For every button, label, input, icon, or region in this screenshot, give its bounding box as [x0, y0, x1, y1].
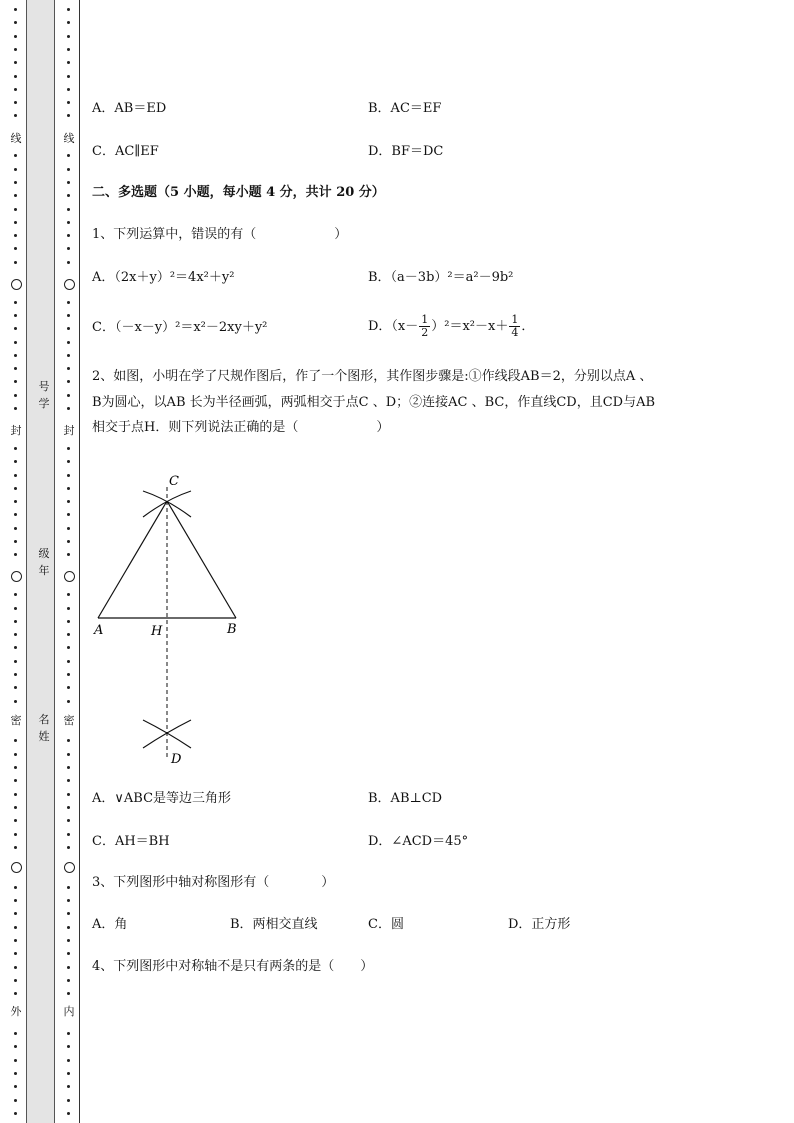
seal-dot — [67, 912, 70, 915]
seal-dot — [67, 221, 70, 224]
seal-mark-seal: 封 — [10, 424, 22, 437]
seal-dot — [14, 992, 17, 995]
seal-mark-secret: 密 — [63, 714, 75, 727]
q2-stem-line1: 2、如图，小明在学了尺规作图后，作了一个图形，其作图步骤是:①作线段AB＝2，分别以点A 、 — [92, 369, 653, 384]
seal-dot — [67, 341, 70, 344]
label-d: D — [171, 752, 182, 767]
seal-dot — [67, 21, 70, 24]
seal-dot — [14, 673, 17, 676]
seal-dot — [67, 1085, 70, 1088]
seal-dot — [14, 540, 17, 543]
seal-dot — [67, 327, 70, 330]
seal-dot — [67, 354, 70, 357]
field-grade: 级年 — [38, 547, 50, 577]
seal-dot — [67, 966, 70, 969]
seal-dot — [14, 88, 17, 91]
seal-dot — [14, 886, 17, 889]
segment-bc — [167, 501, 236, 618]
q2-option-b: B．AB⊥CD — [368, 791, 443, 806]
seal-dot — [14, 460, 17, 463]
q1-d-middle: ）²＝x²－x＋ — [431, 319, 509, 334]
q1-option-a: A．（2x＋y）²＝4x²＋y² — [92, 270, 235, 285]
seal-dot — [14, 646, 17, 649]
seal-dot — [14, 101, 17, 104]
seal-dot — [14, 753, 17, 756]
fraction-denominator: 4 — [511, 326, 519, 339]
seal-dot — [67, 886, 70, 889]
seal-dot — [14, 739, 17, 742]
prev-option-d: D．BF＝DC — [368, 144, 444, 159]
seal-dot — [67, 992, 70, 995]
seal-circle — [11, 862, 22, 873]
seal-dot — [67, 247, 70, 250]
seal-dot — [67, 513, 70, 516]
seal-dot — [67, 1059, 70, 1062]
seal-circle — [11, 571, 22, 582]
q3-option-c: C．圆 — [368, 917, 404, 932]
seal-dot — [14, 247, 17, 250]
seal-dot — [67, 1112, 70, 1115]
q4-stem: 4、下列图形中对称轴不是只有两条的是（ ） — [92, 959, 374, 974]
seal-dot — [14, 700, 17, 703]
seal-dot — [14, 513, 17, 516]
seal-mark-outer: 外 — [10, 1005, 22, 1018]
seal-dot — [67, 819, 70, 822]
seal-dot — [14, 75, 17, 78]
seal-dot — [14, 899, 17, 902]
inner-dotted-seal-line — [64, 0, 74, 1123]
seal-dot — [14, 819, 17, 822]
seal-dot — [14, 1085, 17, 1088]
seal-dot — [67, 660, 70, 663]
seal-mark-line: 线 — [63, 132, 75, 145]
seal-dot — [67, 673, 70, 676]
seal-dot — [67, 766, 70, 769]
seal-dot — [14, 926, 17, 929]
q1-option-d — [368, 312, 534, 342]
seal-dot — [67, 487, 70, 490]
seal-dot — [67, 88, 70, 91]
seal-dot — [14, 793, 17, 796]
seal-dot — [67, 154, 70, 157]
seal-dot — [14, 553, 17, 556]
seal-dot — [14, 314, 17, 317]
seal-dot — [67, 846, 70, 849]
seal-dot — [14, 21, 17, 24]
seal-dot — [14, 979, 17, 982]
seal-dot — [14, 620, 17, 623]
fraction-denominator: 2 — [421, 326, 429, 339]
seal-dot — [14, 527, 17, 530]
seal-dot — [67, 806, 70, 809]
seal-dot — [67, 460, 70, 463]
q2-stem-line2: B为圆心，以AB 长为半径画弧，两弧相交于点C 、D；②连接AC 、BC，作直线CD，且CD与AB — [92, 395, 656, 410]
section-heading: 二、多选题（5 小题，每小题 4 分，共计 20 分） — [92, 185, 385, 200]
q2-option-c: C．AH＝BH — [92, 834, 170, 849]
seal-dot — [14, 181, 17, 184]
fraction-one-half — [419, 314, 430, 339]
seal-dot — [14, 35, 17, 38]
seal-dot — [14, 952, 17, 955]
seal-dot — [67, 540, 70, 543]
seal-dot — [14, 327, 17, 330]
seal-dot — [67, 779, 70, 782]
seal-dot — [14, 48, 17, 51]
seal-dot — [67, 686, 70, 689]
seal-dot — [67, 208, 70, 211]
seal-dot — [67, 380, 70, 383]
seal-dot — [14, 607, 17, 610]
seal-dot — [14, 833, 17, 836]
seal-dot — [14, 261, 17, 264]
q2-stem-line3: 相交于点H．则下列说法正确的是（ ） — [92, 420, 390, 435]
seal-dot — [14, 487, 17, 490]
seal-dot — [14, 154, 17, 157]
seal-dot — [14, 1032, 17, 1035]
seal-dot — [67, 633, 70, 636]
q3-option-d: D．正方形 — [508, 917, 571, 932]
seal-dot — [14, 846, 17, 849]
seal-dot — [14, 114, 17, 117]
seal-dot — [67, 899, 70, 902]
seal-dot — [14, 234, 17, 237]
seal-circle — [64, 571, 75, 582]
seal-mark-seal: 封 — [63, 424, 75, 437]
seal-dot — [67, 700, 70, 703]
seal-dot — [14, 367, 17, 370]
q3-stem: 3、下列图形中轴对称图形有（ ） — [92, 875, 335, 890]
seal-dot — [14, 380, 17, 383]
inner-rule-line — [79, 0, 80, 1123]
seal-dot — [67, 593, 70, 596]
seal-dot — [67, 646, 70, 649]
seal-dot — [14, 8, 17, 11]
fraction-numerator: 1 — [511, 313, 519, 326]
q1-d-prefix: D．（x－ — [368, 319, 419, 334]
seal-dot — [14, 1099, 17, 1102]
seal-dot — [14, 354, 17, 357]
field-name: 名姓 — [38, 713, 50, 743]
seal-dot — [67, 553, 70, 556]
segment-ac — [98, 501, 167, 618]
seal-dot — [14, 766, 17, 769]
seal-dot — [14, 593, 17, 596]
seal-circle — [64, 862, 75, 873]
seal-dot — [67, 8, 70, 11]
label-h: H — [151, 624, 163, 639]
seal-dot — [14, 500, 17, 503]
seal-dot — [67, 101, 70, 104]
seal-dot — [67, 939, 70, 942]
seal-dot — [67, 1032, 70, 1035]
seal-dot — [67, 447, 70, 450]
outer-dotted-seal-line — [11, 0, 21, 1123]
geometry-figure — [85, 465, 255, 770]
seal-dot — [67, 407, 70, 410]
seal-dot — [67, 181, 70, 184]
seal-dot — [67, 474, 70, 477]
seal-dot — [67, 739, 70, 742]
field-exam-number: 号学 — [38, 380, 50, 410]
label-c: C — [169, 474, 179, 489]
seal-dot — [14, 966, 17, 969]
seal-dot — [14, 1112, 17, 1115]
seal-dot — [67, 394, 70, 397]
seal-dot — [14, 912, 17, 915]
q2-option-d: D．∠ACD＝45° — [368, 834, 469, 849]
seal-dot — [14, 341, 17, 344]
seal-dot — [14, 633, 17, 636]
seal-mark-secret: 密 — [10, 714, 22, 727]
seal-dot — [67, 35, 70, 38]
seal-dot — [67, 926, 70, 929]
fraction-numerator: 1 — [421, 313, 429, 326]
seal-dot — [67, 261, 70, 264]
seal-dot — [14, 474, 17, 477]
seal-dot — [14, 447, 17, 450]
seal-dot — [14, 1045, 17, 1048]
seal-dot — [14, 301, 17, 304]
seal-dot — [67, 979, 70, 982]
q1-option-b: B．（a－3b）²＝a²－9b² — [368, 270, 514, 285]
seal-dot — [14, 806, 17, 809]
seal-dot — [67, 833, 70, 836]
seal-dot — [14, 208, 17, 211]
seal-dot — [14, 221, 17, 224]
seal-dot — [67, 301, 70, 304]
seal-dot — [14, 1072, 17, 1075]
seal-dot — [14, 660, 17, 663]
prev-option-a: A．AB＝ED — [92, 101, 167, 116]
q1-d-suffix: ． — [521, 319, 535, 334]
seal-dot — [67, 1099, 70, 1102]
prev-option-b: B．AC＝EF — [368, 101, 442, 116]
seal-dot — [67, 234, 70, 237]
seal-dot — [67, 61, 70, 64]
seal-dot — [67, 1072, 70, 1075]
seal-dot — [67, 168, 70, 171]
seal-dot — [14, 407, 17, 410]
seal-dot — [67, 1045, 70, 1048]
seal-mark-inner: 内 — [63, 1005, 75, 1018]
seal-dot — [67, 367, 70, 370]
fraction-one-quarter — [509, 314, 520, 339]
seal-dot — [14, 194, 17, 197]
seal-dot — [67, 753, 70, 756]
seal-dot — [14, 1059, 17, 1062]
seal-dot — [67, 194, 70, 197]
label-a: A — [94, 623, 104, 638]
q2-option-a: A．∨ABC是等边三角形 — [92, 791, 232, 806]
q1-option-c: C．（－x－y）²＝x²－2xy＋y² — [92, 320, 268, 335]
seal-dot — [67, 952, 70, 955]
seal-dot — [67, 527, 70, 530]
seal-dot — [14, 779, 17, 782]
seal-dot — [14, 686, 17, 689]
seal-dot — [67, 48, 70, 51]
seal-dot — [14, 61, 17, 64]
seal-dot — [14, 168, 17, 171]
seal-mark-line: 线 — [10, 132, 22, 145]
seal-dot — [67, 314, 70, 317]
seal-circle — [64, 279, 75, 290]
q3-option-b: B．两相交直线 — [230, 917, 318, 932]
q3-option-a: A．角 — [92, 917, 128, 932]
seal-circle — [11, 279, 22, 290]
label-b: B — [227, 622, 237, 637]
seal-dot — [67, 620, 70, 623]
seal-dot — [67, 793, 70, 796]
seal-dot — [14, 394, 17, 397]
seal-dot — [67, 500, 70, 503]
seal-dot — [67, 75, 70, 78]
seal-dot — [14, 939, 17, 942]
seal-dot — [67, 607, 70, 610]
seal-dot — [67, 114, 70, 117]
prev-option-c: C．AC∥EF — [92, 144, 159, 159]
q1-stem: 1、下列运算中，错误的有（ ） — [92, 227, 348, 242]
